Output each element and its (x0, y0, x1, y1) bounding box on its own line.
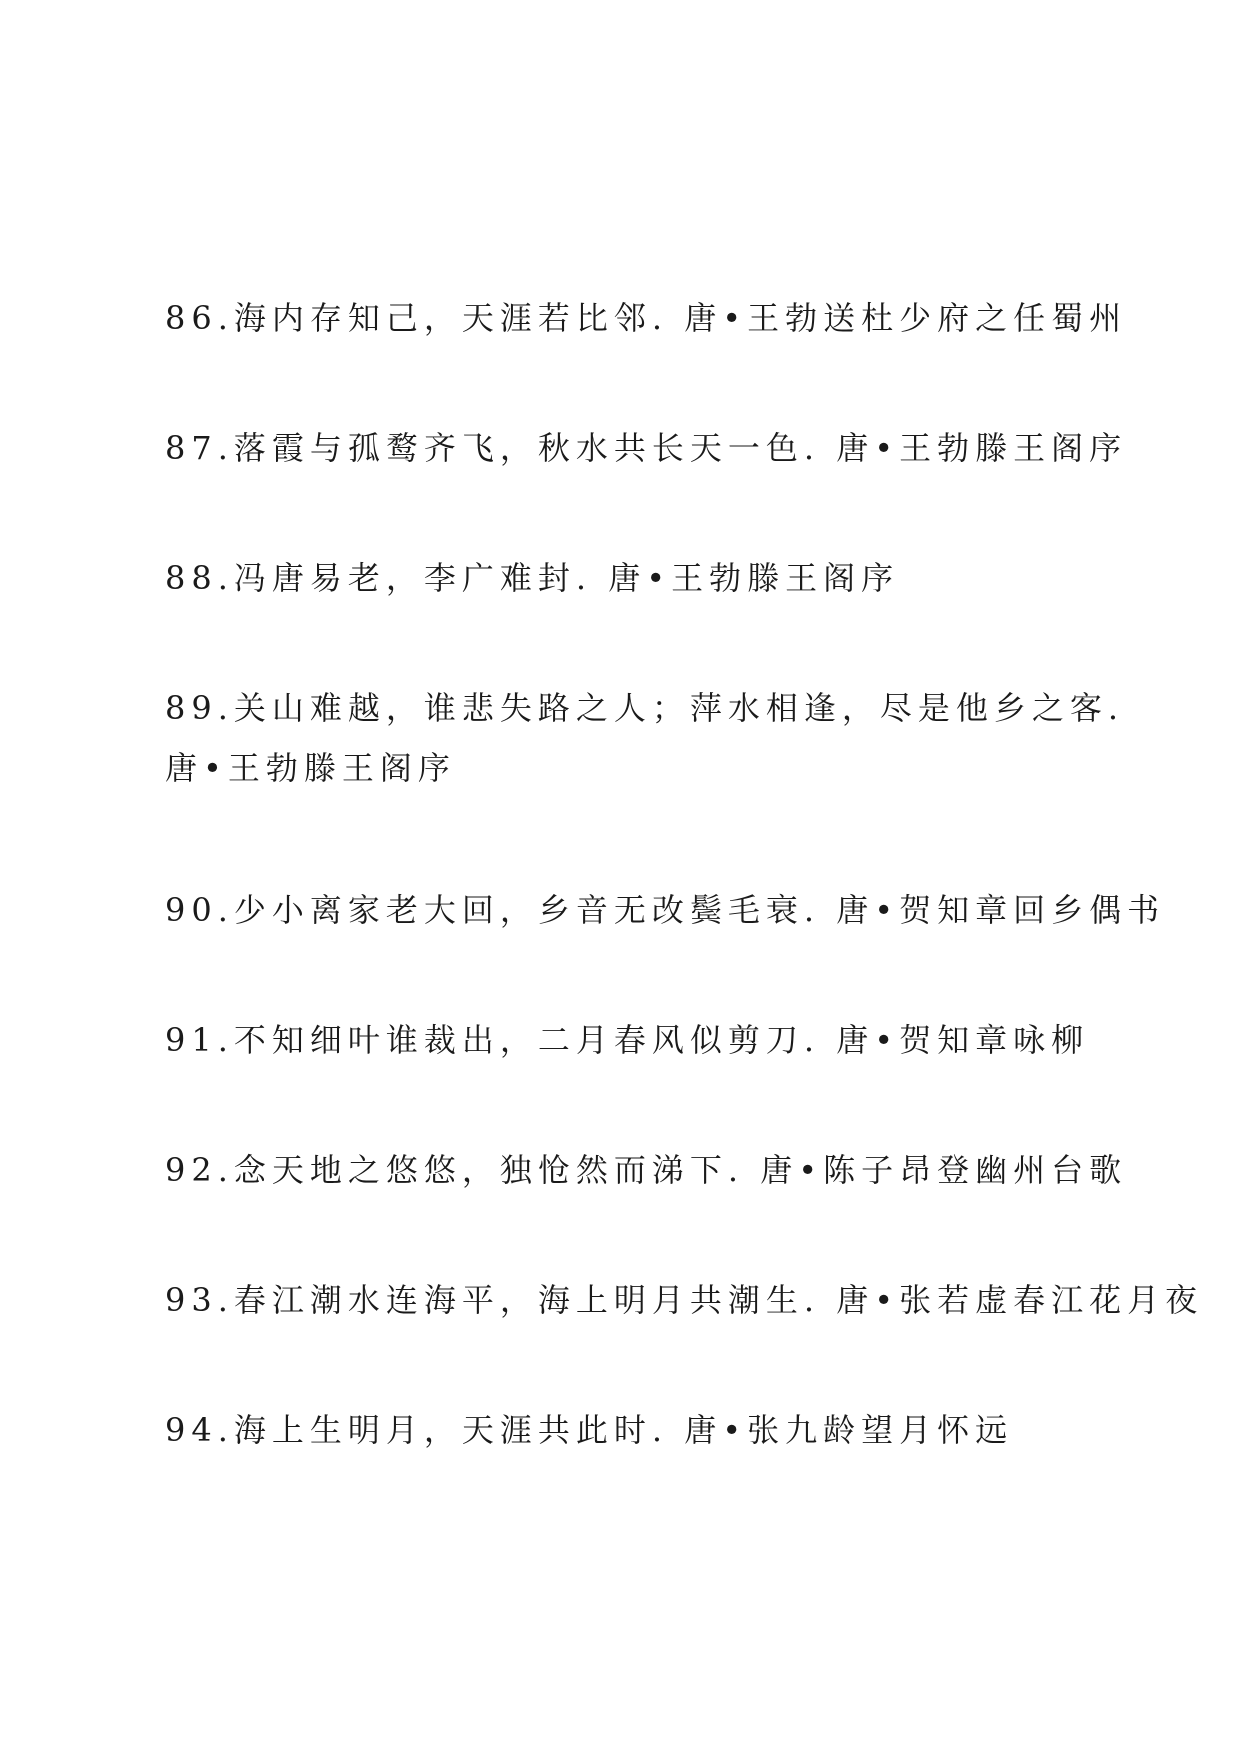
entry-text: 91.不知细叶谁裁出，二月春风似剪刀. 唐•贺知章咏柳 (165, 1021, 1090, 1059)
poem-line-86 (165, 286, 1128, 350)
entry-text-continued: 唐•王勃滕王阁序 (165, 749, 456, 787)
poem-line-93 (165, 1268, 1204, 1332)
entry-text: 89.关山难越，谁悲失路之人；萍水相逢，尽是他乡之客. (165, 689, 1125, 727)
entry-text: 87.落霞与孤鹜齐飞，秋水共长天一色. 唐•王勃滕王阁序 (165, 429, 1128, 467)
poem-line-88 (165, 546, 1125, 610)
entry-text: 93.春江潮水连海平，海上明月共潮生. 唐•张若虚春江花月夜 (165, 1281, 1204, 1319)
entry-text: 92.念天地之悠悠，独怆然而涕下. 唐•陈子昂登幽州台歌 (165, 1151, 1128, 1189)
poem-line-91 (165, 1008, 1125, 1072)
entry-text: 88.冯唐易老，李广难封. 唐•王勃滕王阁序 (165, 559, 900, 597)
poem-line-89 (165, 676, 1125, 800)
poem-line-94 (165, 1398, 1125, 1462)
entry-text: 94.海上生明月，天涯共此时. 唐•张九龄望月怀远 (165, 1411, 1014, 1449)
poem-line-90 (165, 878, 1166, 942)
entry-text: 86.海内存知己，天涯若比邻. 唐•王勃送杜少府之任蜀州 (165, 299, 1128, 337)
entry-text: 90.少小离家老大回，乡音无改鬓毛衰. 唐•贺知章回乡偶书 (165, 891, 1166, 929)
poem-line-87 (165, 416, 1128, 480)
poem-line-92 (165, 1138, 1128, 1202)
